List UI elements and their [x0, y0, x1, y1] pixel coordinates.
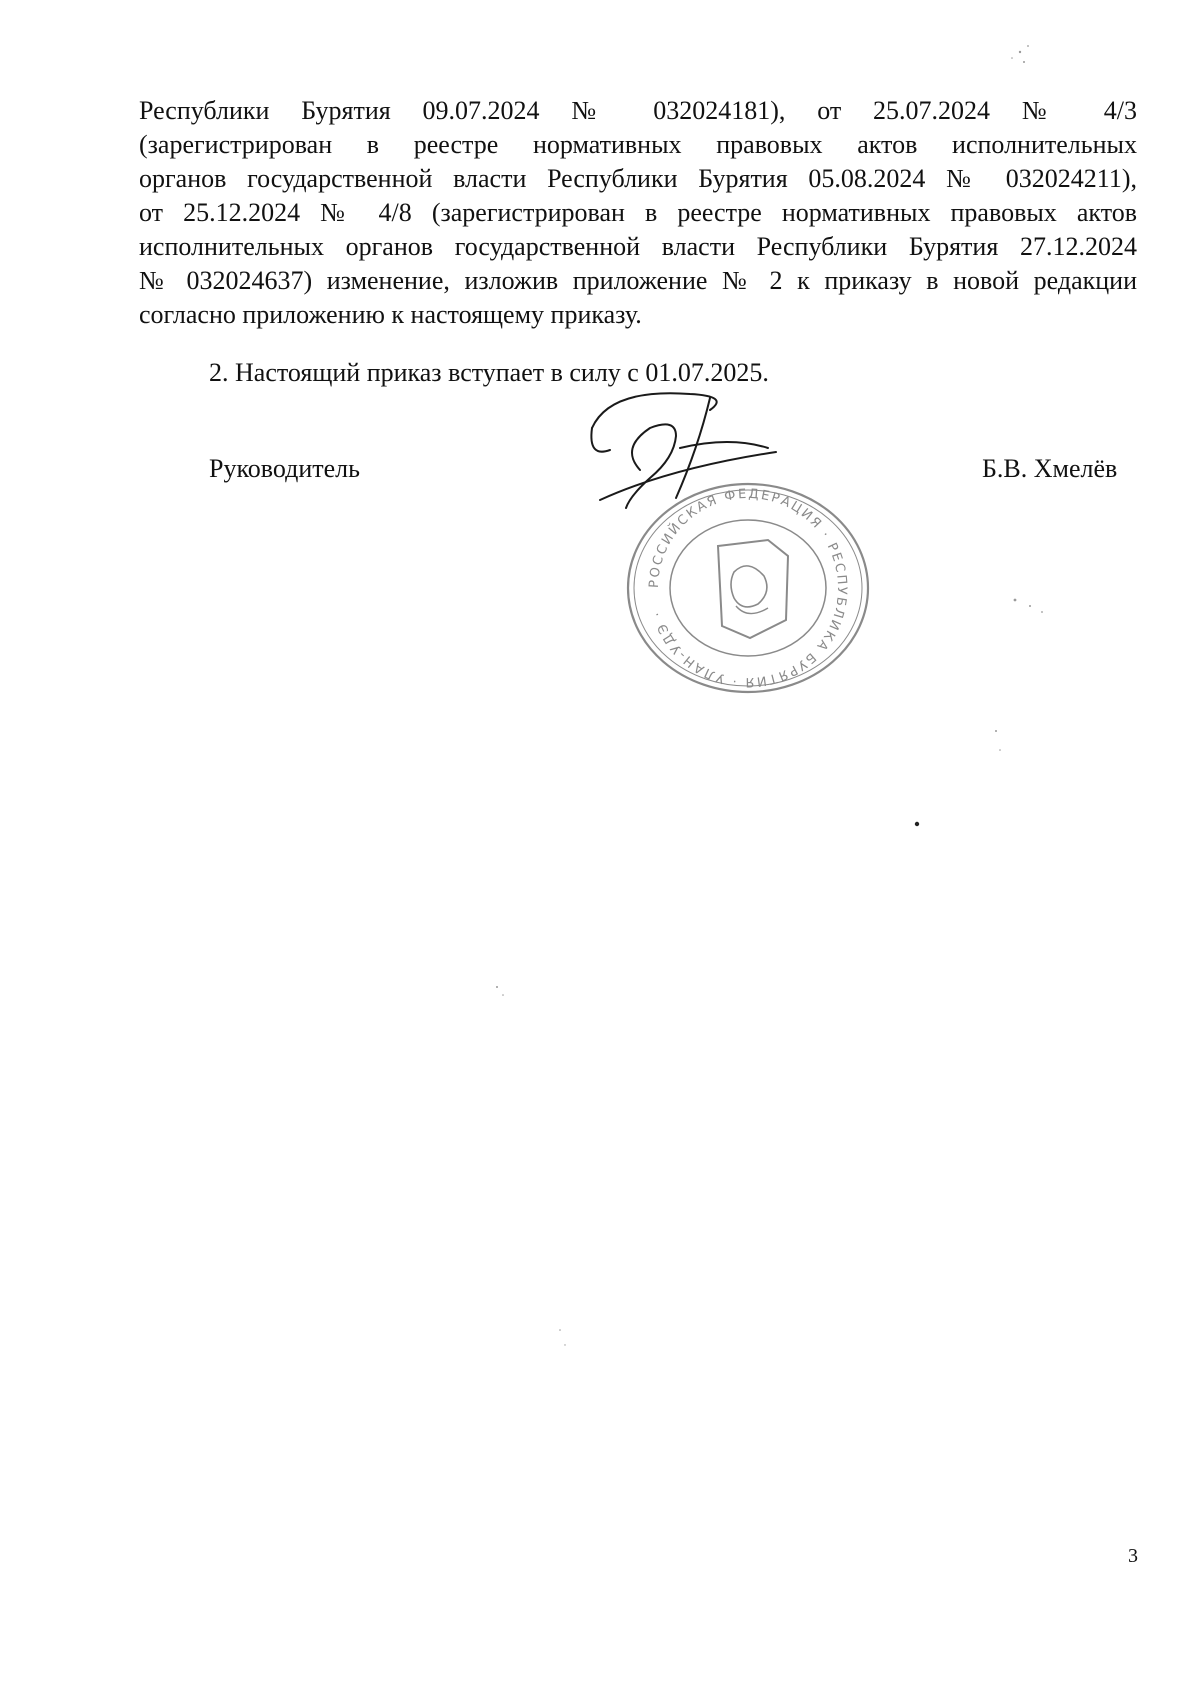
seal-ring-text: РОССИЙСКАЯ ФЕДЕРАЦИЯ · РЕСПУБЛИКА БУРЯТИЯ · УЛАН-УДЭ · [646, 486, 850, 690]
paragraph-line: согласно приложению к настоящему приказу. [139, 300, 642, 329]
signatory-role: Руководитель [209, 454, 360, 483]
paragraph-line: от 25.12.2024 № 4/8 (зарегистрирован в реестре нормативных правовых актов [139, 198, 1137, 227]
paragraph-line: органов государственной власти Республики Бурятия 05.08.2024 № 032024211), [139, 164, 1137, 193]
paragraph-line: (зарегистрирован в реестре нормативных правовых актов исполнительных [139, 130, 1137, 159]
paragraph-line: исполнительных органов государственной власти Республики Бурятия 27.12.2024 [139, 232, 1137, 261]
page-number: 3 [1128, 1545, 1138, 1567]
amendment-paragraph [139, 94, 1137, 332]
handwritten-signature [580, 388, 790, 518]
paragraph-line: Республики Бурятия 09.07.2024 № 032024181), от 25.07.2024 № 4/3 [139, 96, 1137, 125]
effective-date-clause: 2. Настоящий приказ вступает в силу с 01.07.2025. [209, 358, 769, 387]
paragraph-line: № 032024637) изменение, изложив приложение № 2 к приказу в новой редакции [139, 266, 1137, 295]
signatory-name: Б.В. Хмелёв [982, 454, 1118, 483]
